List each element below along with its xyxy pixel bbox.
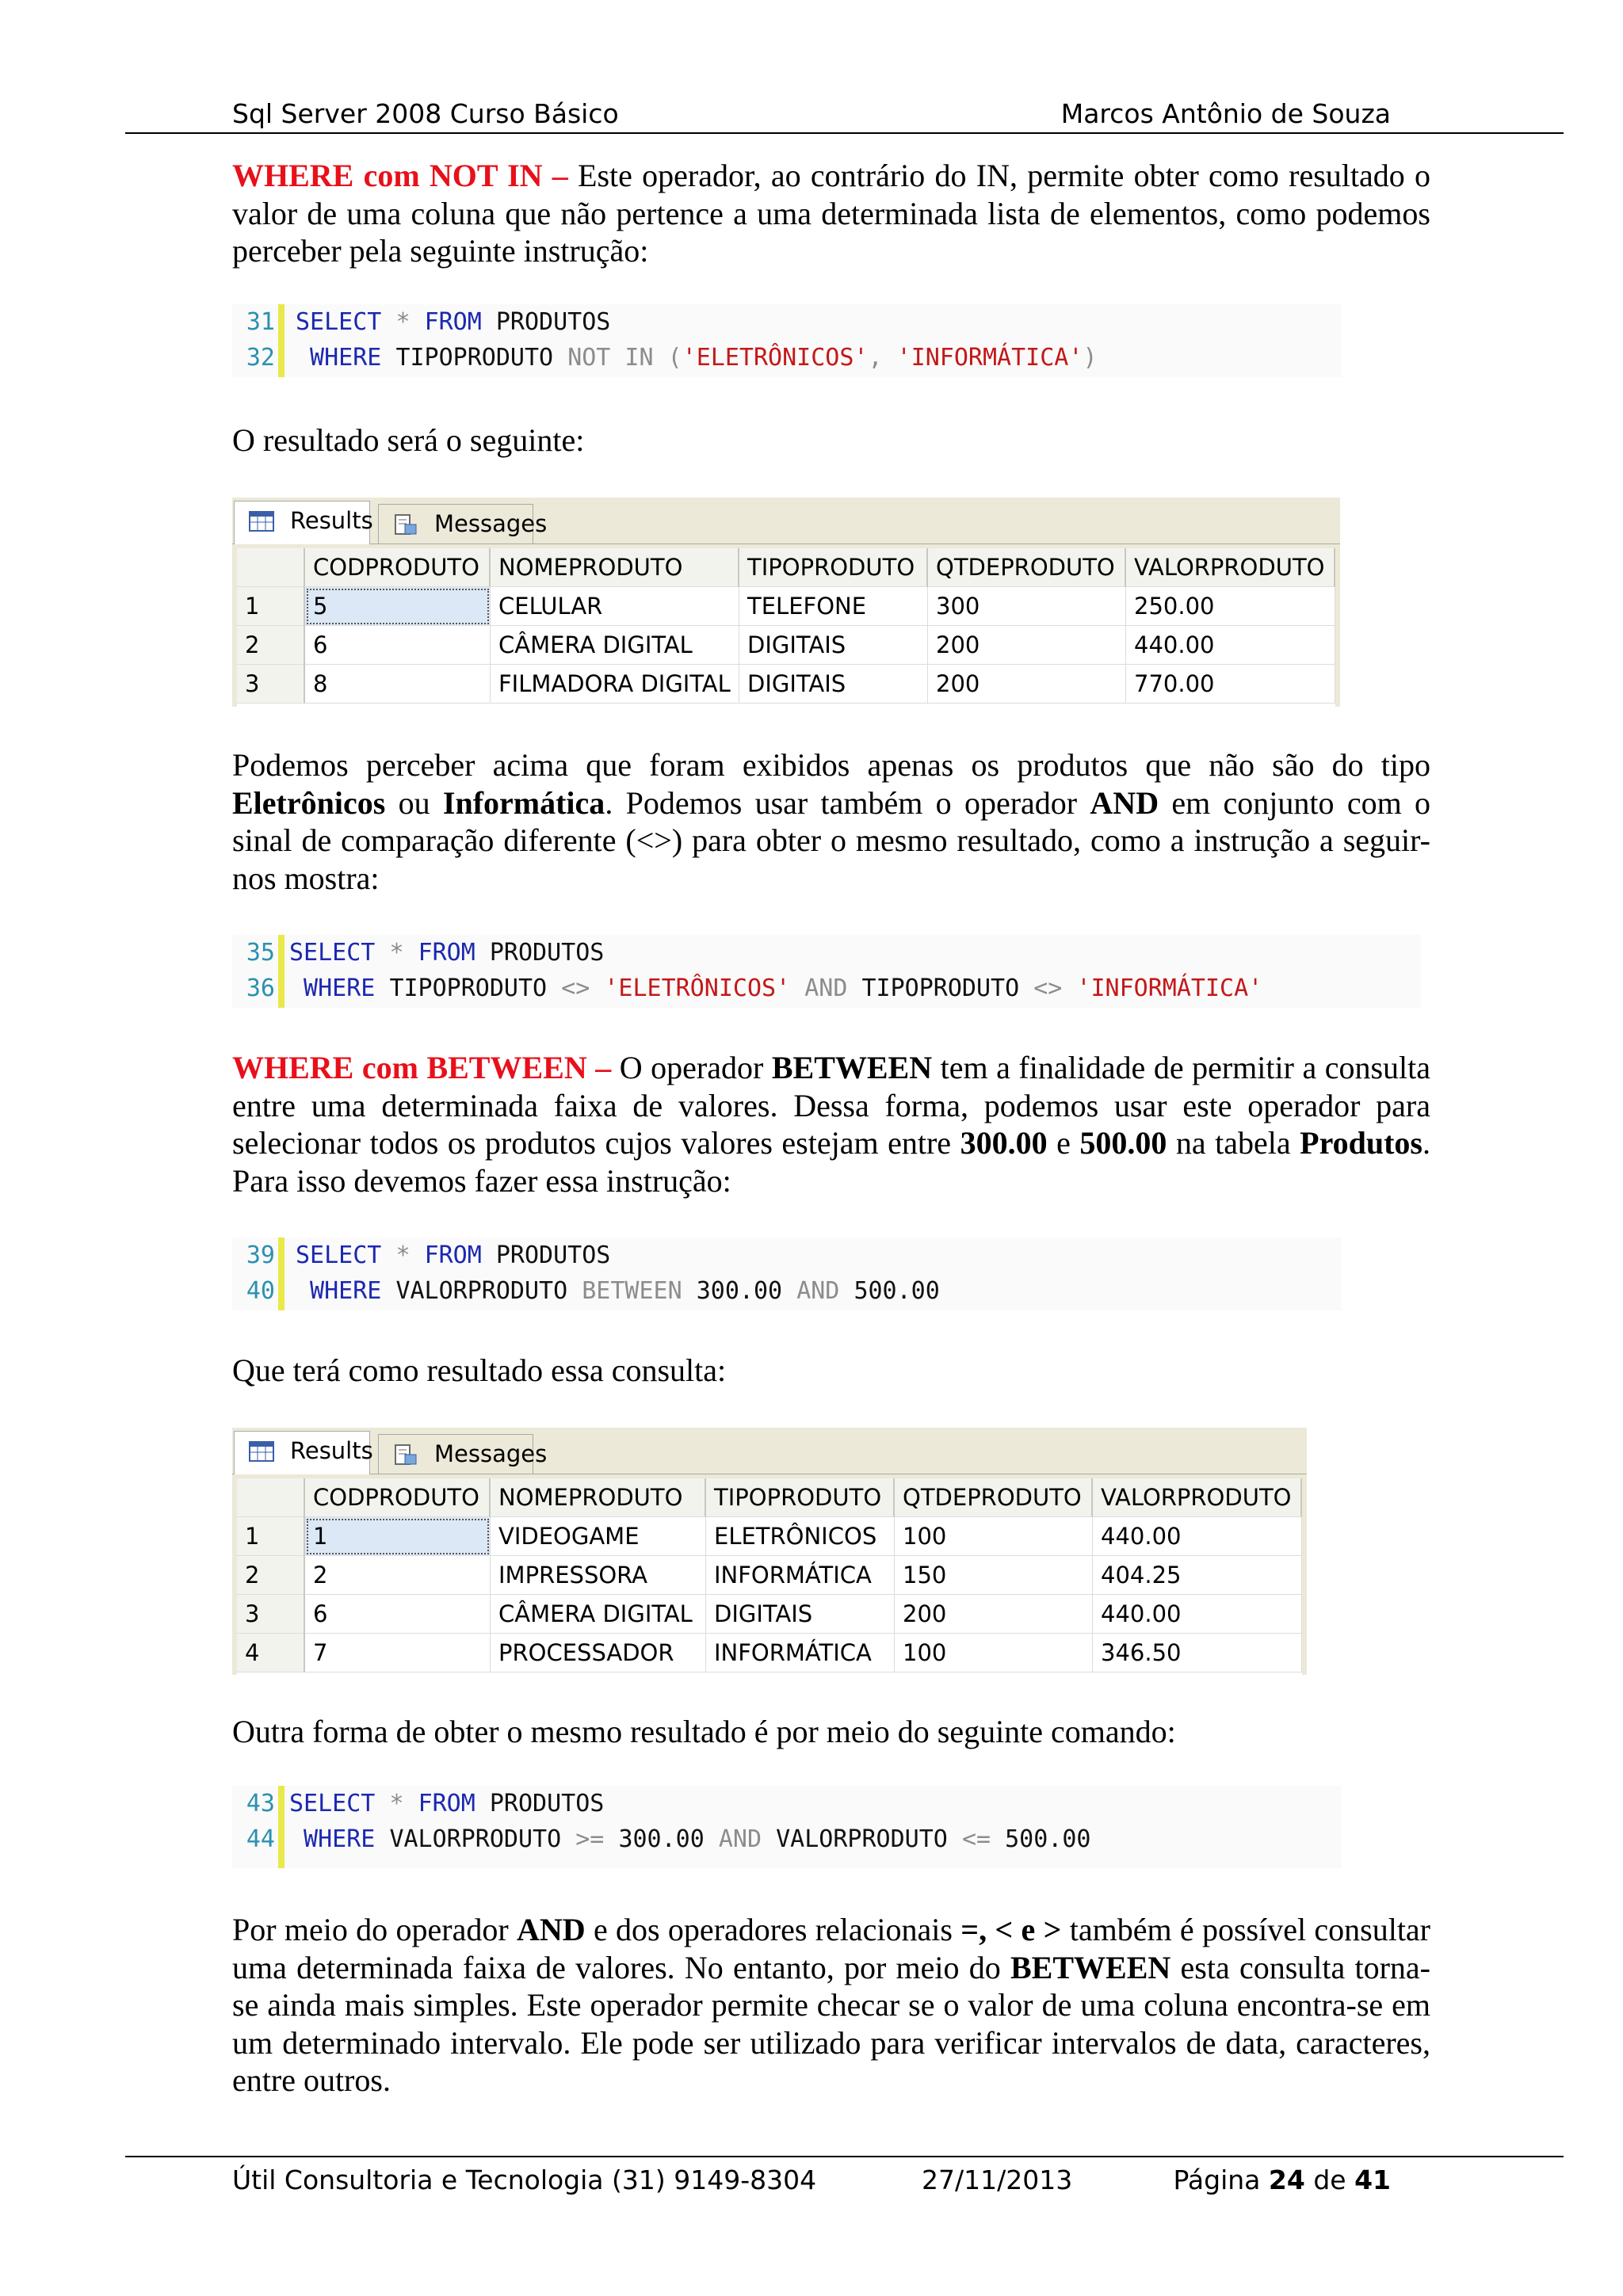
code-block-between — [232, 1238, 1342, 1310]
code-block-different — [232, 935, 1421, 1008]
tab-messages-label: Messages — [434, 510, 548, 537]
grid-icon — [249, 511, 274, 532]
row-number: 4 — [237, 1634, 305, 1672]
tab-messages[interactable] — [378, 1434, 548, 1474]
grid-cell[interactable]: DIGITAIS — [706, 1595, 895, 1634]
header-row — [237, 548, 1335, 587]
grid-cell[interactable]: 100 — [895, 1517, 1093, 1556]
tab-results[interactable] — [234, 1431, 373, 1474]
tab-messages-label: Messages — [434, 1440, 548, 1467]
change-bar — [278, 304, 285, 377]
line-number: 44 — [246, 1825, 275, 1853]
row-number-header — [237, 1478, 305, 1517]
results-tabs — [232, 1428, 1307, 1474]
results-tabs — [232, 498, 1340, 544]
between-title: WHERE com BETWEEN – — [232, 1050, 612, 1085]
grid-cell[interactable]: CÂMERA DIGITAL — [491, 626, 739, 665]
row-number-header — [237, 548, 305, 587]
row-number: 2 — [237, 1556, 305, 1595]
column-header[interactable]: VALORPRODUTO — [1126, 548, 1335, 587]
final-paragraph: Por meio do operador AND e dos operadores relacionais =, < e > também é possível consultar uma determinada faixa de valores. No entanto, por meio do BETWEEN esta consulta torna-se ainda mais simples. Este operador permite checar se o valor de uma coluna encontra-se em um determinado intervalo. Ele pode ser utilizado para verificar intervalos de data, caracteres, entre outros. — [232, 1912, 1431, 2098]
code-line: SELECT * FROM PRODUTOS — [289, 1790, 605, 1817]
footer-rule — [125, 2156, 1564, 2157]
line-number: 32 — [246, 344, 275, 372]
grid-cell[interactable]: 250.00 — [1126, 587, 1335, 626]
result-intro: O resultado será o seguinte: — [232, 422, 585, 458]
header-row — [237, 1478, 1302, 1517]
code-line: SELECT * FROM PRODUTOS — [296, 1241, 611, 1269]
column-header[interactable]: CODPRODUTO — [305, 1478, 491, 1517]
grid-cell[interactable]: 440.00 — [1093, 1595, 1302, 1634]
grid-cell[interactable]: 7 — [305, 1634, 491, 1672]
results-table — [237, 548, 1335, 707]
table-row[interactable] — [237, 587, 1335, 626]
code-line: WHERE TIPOPRODUTO <> 'ELETRÔNICOS' AND TIPOPRODUTO <> 'INFORMÁTICA' — [289, 974, 1263, 1002]
grid-cell[interactable]: CÂMERA DIGITAL — [491, 1595, 706, 1634]
column-header[interactable]: NOMEPRODUTO — [491, 1478, 706, 1517]
grid-cell[interactable]: 5 — [305, 587, 491, 626]
grid-cell[interactable]: INFORMÁTICA — [706, 1634, 895, 1672]
grid-cell[interactable]: TELEFONE — [739, 587, 928, 626]
code-line: SELECT * FROM PRODUTOS — [296, 308, 611, 336]
code-block-not-in — [232, 304, 1342, 377]
table-row[interactable] — [237, 665, 1335, 704]
grid-cell[interactable]: INFORMÁTICA — [706, 1556, 895, 1595]
grid-cell[interactable]: 150 — [895, 1556, 1093, 1595]
row-number: 1 — [237, 1517, 305, 1556]
grid-cell[interactable]: 6 — [305, 1595, 491, 1634]
code-line: SELECT * FROM PRODUTOS — [289, 939, 605, 967]
row-number: 3 — [237, 1595, 305, 1634]
grid-cell[interactable]: 346.50 — [1093, 1634, 1302, 1672]
change-bar — [278, 1786, 285, 1868]
code-line: WHERE TIPOPRODUTO NOT IN ('ELETRÔNICOS', 'INFORMÁTICA') — [296, 344, 1098, 372]
grid-cell[interactable]: ELETRÔNICOS — [706, 1517, 895, 1556]
table-row[interactable] — [237, 1517, 1302, 1556]
grid-cell[interactable]: 440.00 — [1126, 626, 1335, 665]
table-row[interactable] — [237, 1556, 1302, 1595]
column-header[interactable]: TIPOPRODUTO — [706, 1478, 895, 1517]
line-number: 35 — [246, 939, 275, 967]
code-block-relational — [232, 1786, 1342, 1868]
header-course: Sql Server 2008 Curso Básico — [232, 98, 619, 129]
grid-cell[interactable]: 300 — [928, 587, 1126, 626]
result-intro-2: Que terá como resultado essa consulta: — [232, 1352, 727, 1388]
line-number: 31 — [246, 308, 275, 336]
results-grid-1 — [232, 498, 1340, 707]
grid-cell[interactable]: 200 — [928, 626, 1126, 665]
header-rule — [125, 132, 1564, 134]
grid-cell[interactable]: IMPRESSORA — [491, 1556, 706, 1595]
line-numbers — [232, 1786, 278, 1868]
column-header[interactable]: CODPRODUTO — [305, 548, 491, 587]
grid-cell[interactable]: DIGITAIS — [739, 626, 928, 665]
column-header[interactable]: VALORPRODUTO — [1093, 1478, 1302, 1517]
other-form-text: Outra forma de obter o mesmo resultado é por meio do seguinte comando: — [232, 1714, 1176, 1749]
grid-icon — [249, 1441, 274, 1462]
grid-cell[interactable]: 1 — [305, 1517, 491, 1556]
footer-date: 27/11/2013 — [922, 2164, 1073, 2195]
footer-company: Útil Consultoria e Tecnologia (31) 9149-8304 — [232, 2164, 817, 2195]
messages-icon — [393, 514, 418, 535]
line-numbers — [232, 304, 278, 377]
header-author: Marcos Antônio de Souza — [1060, 98, 1391, 129]
grid-cell[interactable]: 8 — [305, 665, 491, 704]
column-header[interactable]: TIPOPRODUTO — [739, 548, 928, 587]
table-row[interactable] — [237, 1595, 1302, 1634]
grid-cell[interactable]: FILMADORA DIGITAL — [491, 665, 739, 704]
grid-cell[interactable]: 404.25 — [1093, 1556, 1302, 1595]
grid-cell[interactable]: 200 — [895, 1595, 1093, 1634]
row-number: 1 — [237, 587, 305, 626]
paragraph-not-in-explanation: Podemos perceber acima que foram exibidos apenas os produtos que não são do tipo Eletrônicos ou Informática. Podemos usar também o operador AND em conjunto com o sinal de comparação diferente (<>) para obter o mesmo resultado, como a instrução a seguir-nos mostra: — [232, 747, 1430, 896]
not-in-title: WHERE com NOT IN – — [232, 158, 568, 193]
between-paragraph: WHERE com BETWEEN – O operador BETWEEN tem a finalidade de permitir a consulta entre uma determinada faixa de valores. Dessa forma, podemos usar este operador para selecionar todos os produtos cujos valores estejam entre 300.00 e 500.00 na tabela Produtos. Para isso devemos fazer essa instrução: — [232, 1050, 1431, 1199]
column-header[interactable]: QTDEPRODUTO — [895, 1478, 1093, 1517]
column-header[interactable]: NOMEPRODUTO — [491, 548, 739, 587]
code-line: WHERE VALORPRODUTO BETWEEN 300.00 AND 500.00 — [296, 1277, 940, 1305]
grid-cell[interactable]: CELULAR — [491, 587, 739, 626]
grid-cell[interactable]: 770.00 — [1126, 665, 1335, 704]
grid-cell[interactable]: VIDEOGAME — [491, 1517, 706, 1556]
grid-cell[interactable]: 6 — [305, 626, 491, 665]
code-line: WHERE VALORPRODUTO >= 300.00 AND VALORPRODUTO <= 500.00 — [289, 1825, 1091, 1853]
page-number: Página 24 de 41 — [1173, 2164, 1391, 2195]
grid-cell[interactable]: PROCESSADOR — [491, 1634, 706, 1672]
table-row[interactable] — [237, 626, 1335, 665]
line-number: 40 — [246, 1277, 275, 1305]
page-header — [232, 98, 1391, 133]
line-numbers — [232, 935, 278, 1008]
grid-cell[interactable]: 440.00 — [1093, 1517, 1302, 1556]
tab-results[interactable] — [234, 501, 373, 544]
messages-icon — [393, 1444, 418, 1465]
grid-cell[interactable]: 2 — [305, 1556, 491, 1595]
change-bar — [278, 1238, 285, 1310]
page-footer — [232, 2164, 1391, 2199]
tab-results-label: Results — [290, 1437, 373, 1464]
line-numbers — [232, 1238, 278, 1310]
grid-cell[interactable]: 200 — [928, 665, 1126, 704]
change-bar — [278, 935, 285, 1008]
line-number: 36 — [246, 974, 275, 1002]
not-in-paragraph — [232, 157, 1430, 270]
line-number: 43 — [246, 1790, 275, 1817]
results-table — [237, 1478, 1302, 1675]
row-number: 3 — [237, 665, 305, 704]
grid-cell[interactable]: DIGITAIS — [739, 665, 928, 704]
column-header[interactable]: QTDEPRODUTO — [928, 548, 1126, 587]
table-row[interactable] — [237, 1634, 1302, 1672]
tab-messages[interactable] — [378, 504, 548, 543]
grid-cell[interactable]: 100 — [895, 1634, 1093, 1672]
line-number: 39 — [246, 1241, 275, 1269]
tab-results-label: Results — [290, 507, 373, 534]
not-in-text: Este operador, ao contrário do IN, permite obter como resultado o valor de uma coluna que não pertence a uma determinada lista de elementos, como podemos perceber pela seguinte instrução: — [232, 158, 1431, 269]
row-number: 2 — [237, 626, 305, 665]
results-grid-2 — [232, 1428, 1307, 1675]
